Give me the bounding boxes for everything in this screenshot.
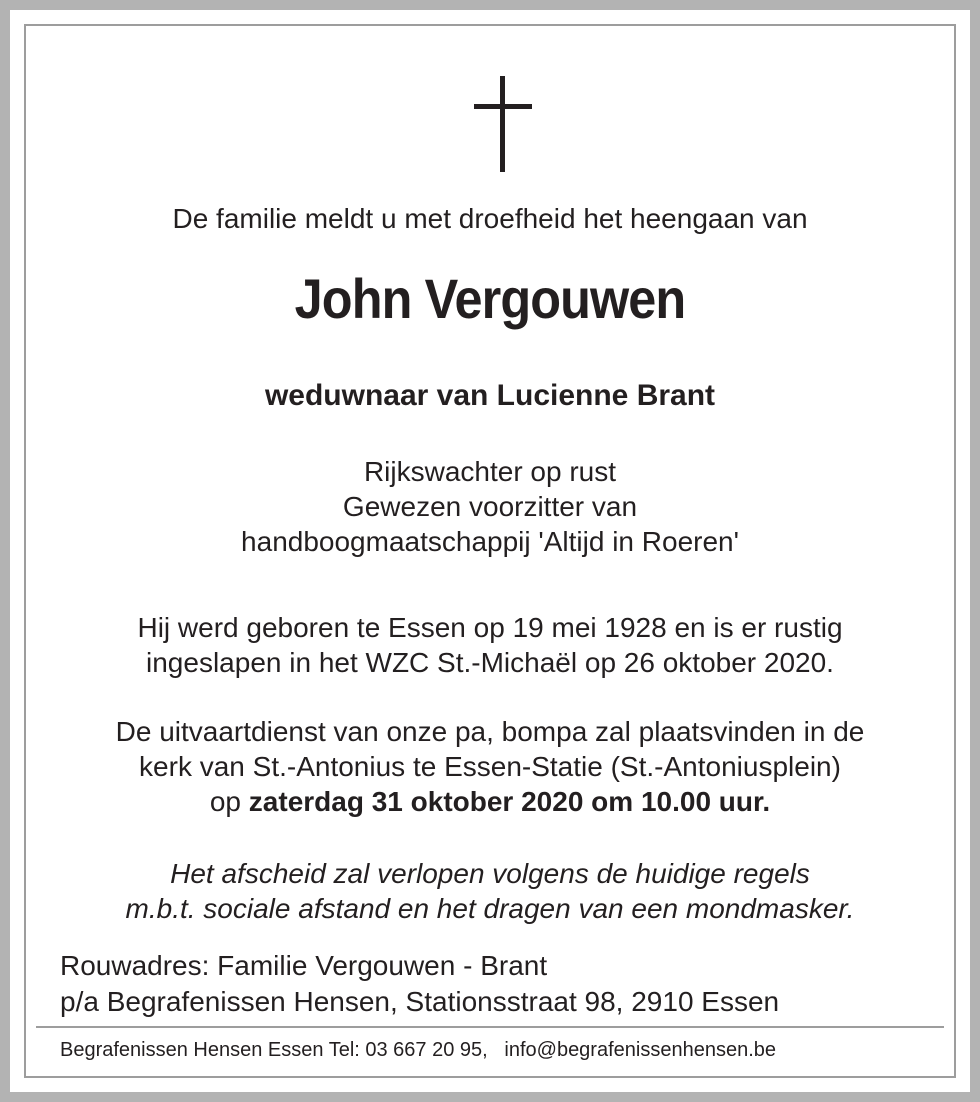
footer-email[interactable]: info@begrafenissenhensen.be xyxy=(504,1039,777,1061)
address-line: p/a Begrafenissen Hensen, Stationsstraat 98, 2910 Essen xyxy=(60,986,780,1017)
funeral-line: kerk van St.-Antonius te Essen-Statie (St.-Antoniusplein) xyxy=(139,751,841,782)
footer-company-phone: Begrafenissen Hensen Essen Tel: 03 667 20 95, xyxy=(60,1039,488,1061)
deceased-name: John Vergouwen xyxy=(294,267,686,330)
profession-line: handboogmaatschappij 'Altijd in Roeren' xyxy=(241,526,739,557)
spouse-line: weduwnaar van Lucienne Brant xyxy=(264,379,716,412)
funeral-block xyxy=(26,714,954,819)
cross-icon xyxy=(474,76,534,172)
mourning-address xyxy=(60,948,779,1020)
intro-text: De familie meldt u met droefheid het heengaan van xyxy=(172,203,808,234)
profession-line: Gewezen voorzitter van xyxy=(342,491,638,522)
funeral-date-line xyxy=(26,784,954,819)
obituary-card xyxy=(10,10,970,1092)
notice-line: Het afscheid zal verlopen volgens de huidige regels xyxy=(170,858,810,889)
funeral-line: De uitvaartdienst van onze pa, bompa zal plaatsvinden in de xyxy=(115,716,865,747)
address-line: Rouwadres: Familie Vergouwen - Brant xyxy=(60,950,548,981)
notice-block xyxy=(26,856,954,926)
death-line: ingeslapen in het WZC St.-Michaël op 26 oktober 2020. xyxy=(146,647,834,678)
footer-contact xyxy=(60,1037,776,1063)
profession-block xyxy=(26,454,954,559)
profession-line: Rijkswachter op rust xyxy=(363,456,617,487)
birth-death-block xyxy=(26,610,954,680)
funeral-date-prefix: op xyxy=(209,786,249,817)
funeral-date: zaterdag 31 oktober 2020 om 10.00 uur. xyxy=(248,786,771,817)
obituary-frame xyxy=(24,24,956,1078)
footer-divider xyxy=(36,1026,944,1028)
birth-line: Hij werd geboren te Essen op 19 mei 1928 en is er rustig xyxy=(137,612,843,643)
notice-line: m.b.t. sociale afstand en het dragen van een mondmasker. xyxy=(125,893,855,924)
